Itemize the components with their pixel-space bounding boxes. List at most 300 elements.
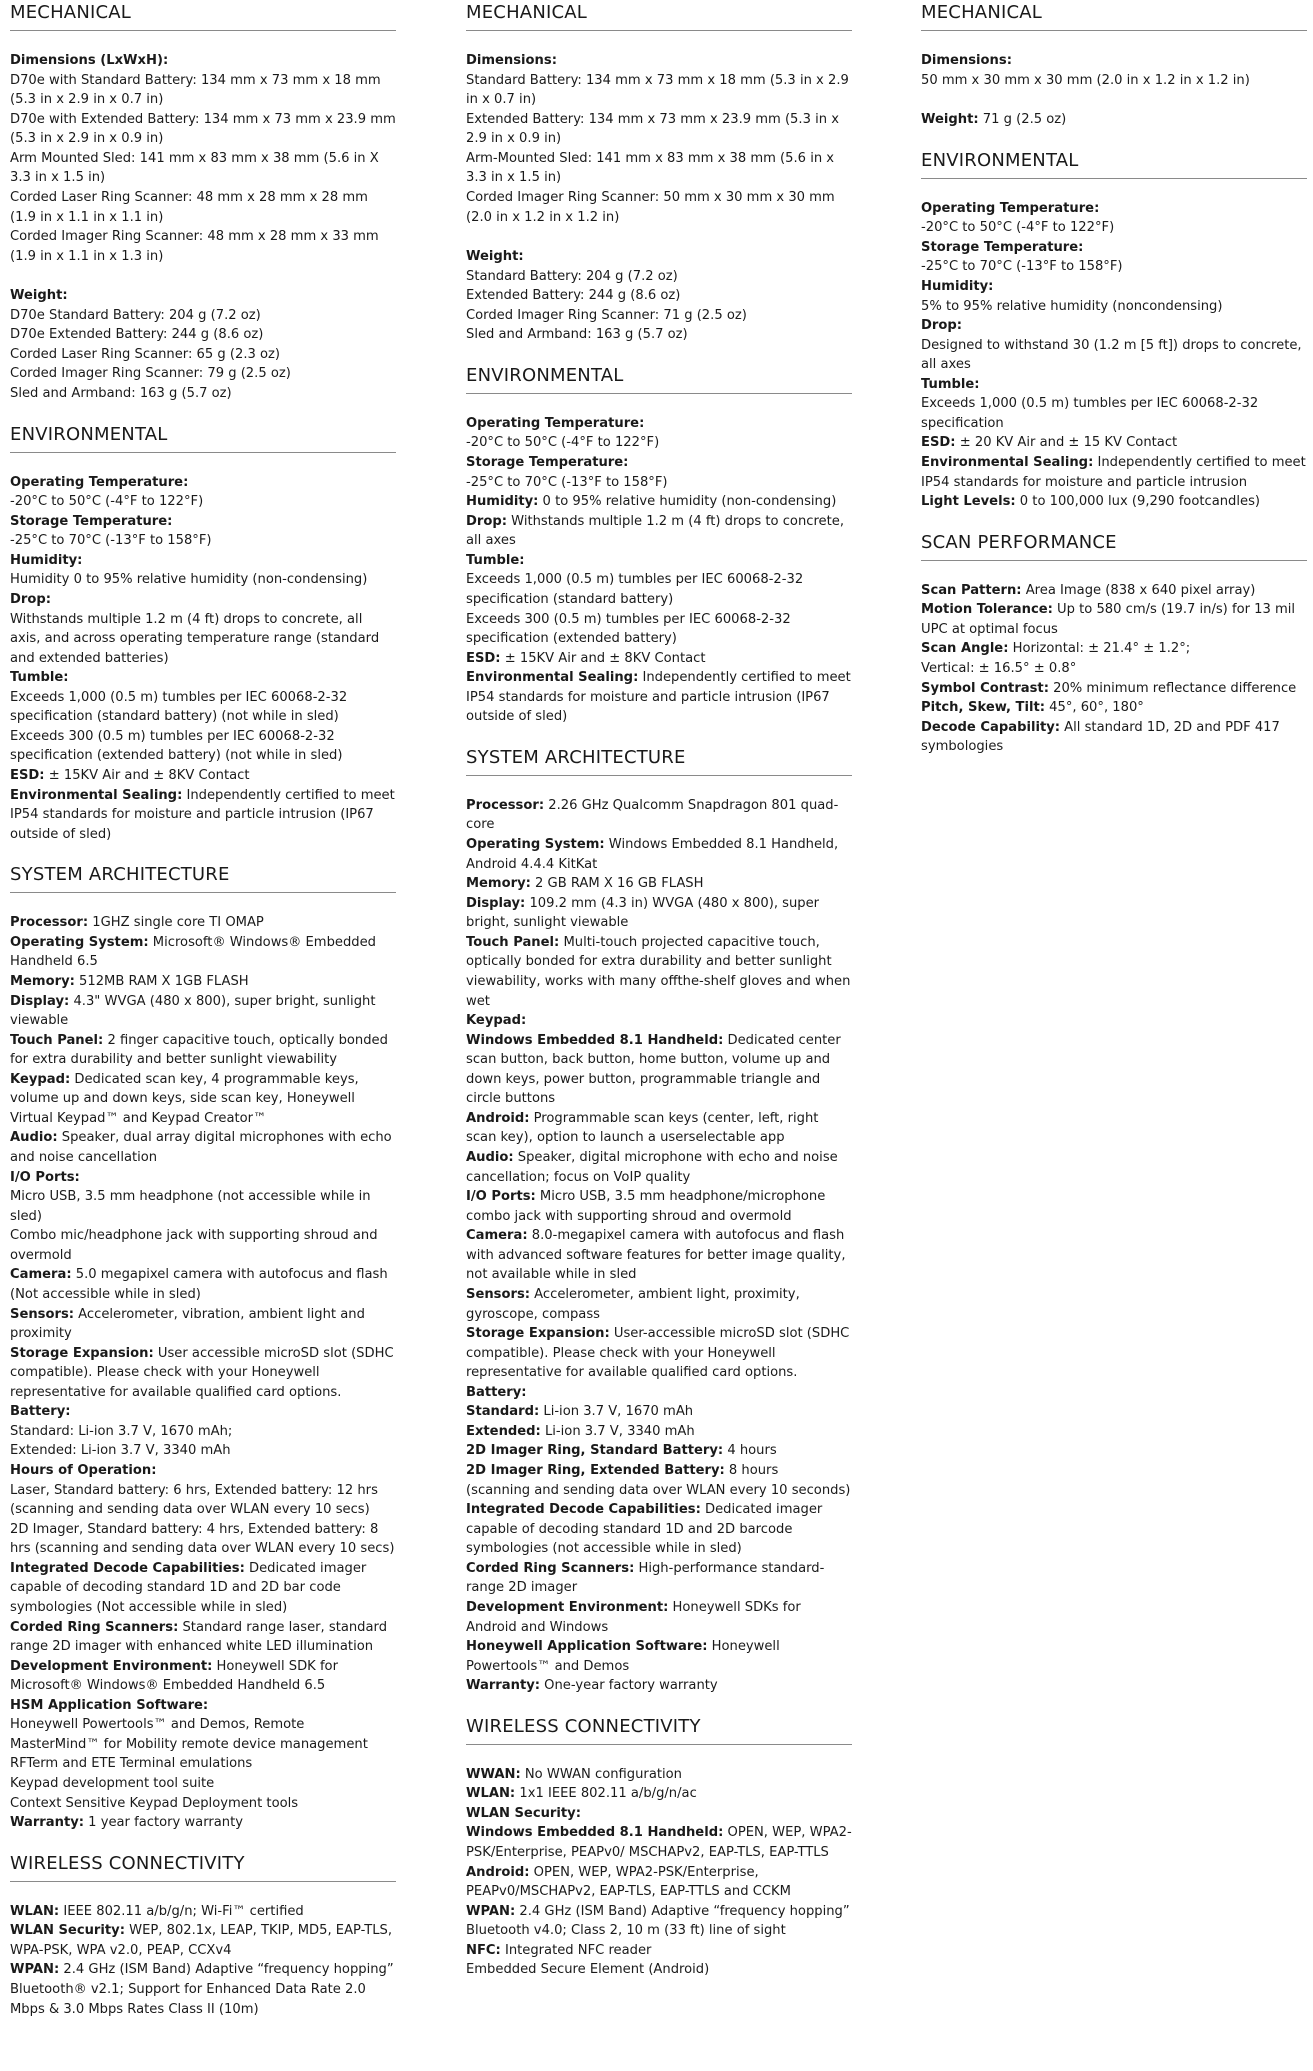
spec-value: Accelerometer, vibration, ambient light and proximity <box>10 1306 365 1342</box>
spec-value: Context Sensitive Keypad Deployment tools <box>10 1795 299 1811</box>
spec-entry <box>10 551 396 571</box>
spec-entry <box>466 306 852 326</box>
section-title: ENVIRONMENTAL <box>10 422 396 453</box>
spec-value: Corded Imager Ring Scanner: 79 g (2.5 oz) <box>10 366 291 382</box>
spec-entry <box>466 1804 852 1824</box>
spec-value: 4 hours <box>723 1443 777 1459</box>
spec-entry <box>10 1305 396 1344</box>
spec-label: HSM Application Software: <box>10 1697 209 1713</box>
spec-entry <box>466 1441 852 1461</box>
spec-entry <box>466 1187 852 1226</box>
spec-value: 8 hours <box>724 1463 779 1478</box>
spec-label: Humidity: <box>466 494 539 510</box>
spec-label: Corded Ring Scanners: <box>10 1619 179 1635</box>
spec-entry <box>10 1754 396 1774</box>
spec-entry <box>10 1226 396 1265</box>
section-title: MECHANICAL <box>466 0 852 31</box>
spec-label: Windows Embedded 8.1 Handheld: <box>466 1032 724 1048</box>
spec-label: Camera: <box>466 1228 528 1244</box>
spec-value: 50 mm x 30 mm x 30 mm (2.0 in x 1.2 in x 1.2 in) <box>921 72 1250 88</box>
spec-entry <box>466 1784 852 1804</box>
spec-entry <box>466 1637 852 1676</box>
spec-value: Corded Laser Ring Scanner: 65 g (2.3 oz) <box>10 346 281 362</box>
spec-value: D70e with Standard Battery: 134 mm x 73 mm x 18 mm (5.3 in x 2.9 in x 0.7 in) <box>10 72 381 108</box>
spec-entries <box>466 796 852 1696</box>
spec-label: Tumble: <box>10 670 69 686</box>
section-system-architecture <box>10 862 396 1850</box>
spec-value: Honeywell SDK for Microsoft® Windows® Embedded Handheld 6.5 <box>10 1658 338 1694</box>
spec-label: Sensors: <box>10 1306 74 1322</box>
spec-entry <box>10 1520 396 1559</box>
spec-entry <box>466 1109 852 1148</box>
spec-column-3 <box>921 0 1307 775</box>
spec-label: Storage Temperature: <box>10 513 173 529</box>
spec-value: Programmable scan keys (center, left, right scan key), option to launch a userselectable app <box>466 1110 819 1146</box>
spec-value: Standard range laser, standard range 2D imager with enhanced white LED illumination <box>10 1619 388 1655</box>
spec-value: Vertical: ± 16.5° ± 0.8° <box>921 660 1077 676</box>
spec-entry <box>466 71 852 110</box>
spec-entry <box>466 835 852 874</box>
spec-entry <box>10 325 396 345</box>
spec-entry <box>921 698 1307 718</box>
spec-entry <box>921 679 1307 699</box>
spec-value: D70e Extended Battery: 244 g (8.6 oz) <box>10 327 264 343</box>
spec-entry <box>466 267 852 287</box>
spec-entry <box>921 51 1307 71</box>
spec-entry <box>10 590 396 610</box>
spec-value: -20°C to 50°C (-4°F to 122°F) <box>10 494 204 510</box>
spec-value: 71 g (2.5 oz) <box>978 112 1067 128</box>
spec-label: Scan Pattern: <box>921 582 1022 598</box>
spec-value: High-performance standard-range 2D imager <box>466 1560 825 1596</box>
spec-entry <box>921 718 1307 757</box>
spec-entry <box>10 610 396 669</box>
spec-entry <box>921 453 1307 492</box>
spec-label: Standard: <box>466 1404 540 1420</box>
spec-entry <box>466 473 852 493</box>
spec-entries <box>921 581 1307 757</box>
spec-value: 2D Imager, Standard battery: 4 hrs, Extended battery: 8 hrs (scanning and sending data over WLAN every 10 secs) <box>10 1521 395 1557</box>
spec-label: Drop: <box>466 513 507 529</box>
spec-value: Standard Battery: 134 mm x 73 mm x 18 mm (5.3 in x 2.9 in x 0.7 in) <box>466 72 849 108</box>
spec-label: Hours of Operation: <box>10 1463 157 1478</box>
spec-value: IEEE 802.11 a/b/g/n; Wi-Fi™ certified <box>59 1903 304 1919</box>
spec-value: 1GHZ single core TI OMAP <box>88 915 264 931</box>
spec-entry <box>466 1863 852 1902</box>
spec-value: -20°C to 50°C (-4°F to 122°F) <box>921 220 1115 236</box>
spec-label: NFC: <box>466 1942 501 1958</box>
spec-label: WLAN Security: <box>10 1923 125 1939</box>
spec-entry <box>466 1941 852 1961</box>
spec-column-1 <box>10 0 396 2037</box>
spec-value: Arm Mounted Sled: 141 mm x 83 mm x 38 mm (5.6 in X 3.3 in x 1.5 in) <box>10 150 379 186</box>
spec-entry <box>10 913 396 933</box>
spec-value: Withstands multiple 1.2 m (4 ft) drops to concrete, all axis, and across operating temperature range (standard and extended batteries) <box>10 611 380 666</box>
spec-entry <box>466 1481 852 1501</box>
spec-value: Independently certified to meet IP54 standards for moisture and particle intrusion (IP67 outside of sled) <box>466 670 851 725</box>
spec-entry <box>921 218 1307 238</box>
spec-value: Extended: Li-ion 3.7 V, 3340 mAh <box>10 1443 231 1459</box>
spec-value: Extended Battery: 134 mm x 73 mm x 23.9 mm (5.3 in x 2.9 in x 0.9 in) <box>466 111 839 147</box>
spec-entry <box>466 1148 852 1187</box>
section-wireless-connectivity <box>10 1851 396 2037</box>
spec-entry <box>10 1481 396 1520</box>
spec-label: 2D Imager Ring, Standard Battery: <box>466 1443 724 1459</box>
spec-value: Exceeds 1,000 (0.5 m) tumbles per IEC 60068-2-32 specification <box>921 396 1259 431</box>
spec-entry <box>10 384 396 404</box>
spec-value: OPEN, WEP, WPA2-PSK/Enterprise, PEAPv0/MSCHAPv2, EAP-TLS, EAP-TTLS and CCKM <box>466 1864 791 1900</box>
section-title: SYSTEM ARCHITECTURE <box>466 745 852 776</box>
spec-value: 2 GB RAM X 16 GB FLASH <box>530 876 704 892</box>
spec-value: Corded Imager Ring Scanner: 48 mm x 28 mm x 33 mm (1.9 in x 1.1 in x 1.3 in) <box>10 229 379 264</box>
spec-label: Operating Temperature: <box>466 415 645 431</box>
spec-entries <box>10 473 396 845</box>
spec-label: Operating System: <box>10 934 149 950</box>
spec-value: Dedicated imager capable of decoding standard 1D and 2D barcode symbologies (not accessible while in sled) <box>466 1502 823 1557</box>
spec-value: 2.4 GHz (ISM Band) Adaptive “frequency hopping” Bluetooth v4.0; Class 2, 10 m (33 ft) line of sight <box>466 1903 850 1939</box>
spec-value: 1 year factory warranty <box>84 1815 243 1831</box>
spec-entry <box>10 570 396 590</box>
spec-label: ESD: <box>10 768 45 783</box>
spec-entry <box>10 786 396 845</box>
spec-value: D70e with Extended Battery: 134 mm x 73 mm x 23.9 mm (5.3 in x 2.9 in x 0.9 in) <box>10 111 396 147</box>
spec-label: Scan Angle: <box>921 641 1009 657</box>
spec-column-2 <box>466 0 852 1998</box>
spec-entry <box>10 933 396 972</box>
spec-value: Li-ion 3.7 V, 1670 mAh <box>539 1404 694 1420</box>
spec-entries <box>466 51 852 345</box>
spec-entry <box>466 1823 852 1862</box>
spec-label: Battery: <box>466 1384 527 1400</box>
spec-entry <box>10 1265 396 1304</box>
spec-value: WEP, 802.1x, LEAP, TKIP, MD5, EAP-TLS, WPA-PSK, WPA v2.0, PEAP, CCXv4 <box>10 1923 393 1958</box>
spec-entry <box>466 894 852 933</box>
spec-value: 4.3" WVGA (480 x 800), super bright, sunlight viewable <box>10 993 376 1029</box>
spec-value: 2.4 GHz (ISM Band) Adaptive “frequency hopping” Bluetooth® v2.1; Support for Enhanced Data Rate 2.0 Mbps & 3.0 Mbps Rates Class II (10m) <box>10 1962 394 2017</box>
section-system-architecture <box>466 745 852 1714</box>
section-title: SCAN PERFORMANCE <box>921 530 1307 561</box>
spec-entry <box>10 1813 396 1833</box>
spec-entry <box>466 570 852 609</box>
spec-entry <box>466 1031 852 1109</box>
spec-entry <box>10 51 396 71</box>
spec-entry <box>466 286 852 306</box>
spec-label: Honeywell Application Software: <box>466 1639 708 1655</box>
spec-label: Humidity: <box>10 552 83 568</box>
spec-entry <box>466 492 852 512</box>
spec-entry <box>10 364 396 384</box>
spec-entry <box>10 1774 396 1794</box>
spec-value: Windows Embedded 8.1 Handheld, Android 4.4.4 KitKat <box>466 837 839 872</box>
spec-entry <box>466 512 852 551</box>
spec-entry <box>10 1921 396 1960</box>
spec-label: Display: <box>10 993 70 1009</box>
spec-entries <box>10 913 396 1832</box>
spec-label: Environmental Sealing: <box>10 787 183 803</box>
spec-label: Environmental Sealing: <box>921 455 1094 470</box>
spec-label: Audio: <box>466 1150 514 1165</box>
spec-entry <box>10 668 396 688</box>
section-mechanical <box>921 0 1307 148</box>
spec-entry <box>10 149 396 188</box>
spec-label: Humidity: <box>921 278 994 294</box>
spec-label: Warranty: <box>10 1815 85 1831</box>
spec-value: Independently certified to meet IP54 standards for moisture and particle intrusion <box>921 455 1306 490</box>
spec-value: Dedicated scan key, 4 programmable keys, volume up and down keys, side scan key, Honeywell Virtual Keypad™ and Keypad Creator™ <box>10 1071 359 1126</box>
spec-label: WLAN: <box>10 1903 60 1919</box>
spec-value: Corded Imager Ring Scanner: 71 g (2.5 oz) <box>466 307 747 323</box>
spec-value: Dedicated imager capable of decoding standard 1D and 2D bar code symbologies (Not accessible while in sled) <box>10 1560 367 1615</box>
spec-entry <box>466 414 852 434</box>
spec-value: OPEN, WEP, WPA2-PSK/Enterprise, PEAPv0/ MSCHAPv2, EAP-TLS, EAP-TTLS <box>466 1825 852 1860</box>
spec-value: Accelerometer, ambient light, proximity, gyroscope, compass <box>466 1286 800 1322</box>
spec-entry <box>921 277 1307 297</box>
spec-label: Android: <box>466 1110 530 1126</box>
spec-label: Tumble: <box>466 552 525 568</box>
section-scan-performance <box>921 530 1307 775</box>
spec-value: D70e Standard Battery: 204 g (7.2 oz) <box>10 307 261 323</box>
spec-entry <box>466 1422 852 1442</box>
spec-entry <box>10 1559 396 1618</box>
spacer <box>10 266 396 286</box>
spec-label: Tumble: <box>921 376 980 392</box>
spec-entry <box>10 992 396 1031</box>
spec-entry <box>466 51 852 71</box>
spec-value: ± 20 KV Air and ± 15 KV Contact <box>955 435 1178 451</box>
spec-value: Withstands multiple 1.2 m (4 ft) drops to concrete, all axes <box>466 513 844 549</box>
spec-entry <box>10 531 396 551</box>
spec-entry <box>466 1676 852 1696</box>
spec-entry <box>921 71 1307 91</box>
spec-label: Memory: <box>466 876 531 892</box>
spec-entry <box>10 1794 396 1814</box>
section-environmental <box>466 363 852 745</box>
spec-value: -25°C to 70°C (-13°F to 158°F) <box>466 474 668 490</box>
spec-value: Arm-Mounted Sled: 141 mm x 83 mm x 38 mm (5.6 in x 3.3 in x 1.5 in) <box>466 150 835 186</box>
section-title: WIRELESS CONNECTIVITY <box>10 1851 396 1882</box>
spec-value: Multi-touch projected capacitive touch, optically bonded for extra durability and better sunlight viewability, works with many offthe-shelf gloves and when wet <box>466 934 851 1009</box>
spec-entry <box>10 1441 396 1461</box>
spacer <box>921 90 1307 110</box>
spec-label: Symbol Contrast: <box>921 680 1049 696</box>
section-wireless-connectivity <box>466 1714 852 1998</box>
spec-value: (scanning and sending data over WLAN every 10 seconds) <box>466 1482 851 1498</box>
spec-label: WLAN Security: <box>466 1805 581 1821</box>
spec-value: One-year factory warranty <box>540 1678 718 1694</box>
spec-entry <box>466 110 852 149</box>
spec-label: Memory: <box>10 973 75 989</box>
section-title: MECHANICAL <box>10 0 396 31</box>
spec-label: Processor: <box>466 797 545 813</box>
spec-entry <box>466 1598 852 1637</box>
spec-value: 8.0-megapixel camera with autofocus and flash with advanced software features for better image quality, not available while in sled <box>466 1228 846 1283</box>
spec-value: Exceeds 300 (0.5 m) tumbles per IEC 60068-2-32 specification (extended battery) <box>466 611 791 647</box>
section-mechanical <box>10 0 396 422</box>
section-environmental <box>10 422 396 863</box>
spec-entry <box>466 1902 852 1941</box>
spec-entry <box>466 796 852 835</box>
spec-entry <box>10 1422 396 1442</box>
spec-label: Operating System: <box>466 837 605 852</box>
spec-label: ESD: <box>466 650 501 666</box>
spec-value: Keypad development tool suite <box>10 1776 215 1791</box>
spec-entry <box>921 394 1307 433</box>
spec-entry <box>466 1226 852 1285</box>
spec-label: Storage Temperature: <box>466 455 629 470</box>
spec-label: Display: <box>466 895 526 911</box>
spec-value: Up to 580 cm/s (19.7 in/s) for 13 mil UPC at optimal focus <box>921 602 1296 637</box>
spec-label: WPAN: <box>10 1962 60 1978</box>
spec-entry <box>10 1461 396 1481</box>
spec-entries <box>10 1902 396 2019</box>
spec-entry <box>10 1402 396 1422</box>
spec-value: User accessible microSD slot (SDHC compatible). Please check with your Honeywell representative for available qualified card options. <box>10 1345 394 1400</box>
spec-entry <box>921 433 1307 453</box>
spec-entry <box>921 639 1307 659</box>
spec-entry <box>466 1765 852 1785</box>
spec-value: Dedicated center scan button, back button, home button, volume up and down keys, power button, programmable triangle and circle buttons <box>466 1032 841 1107</box>
spec-label: WLAN: <box>466 1786 516 1802</box>
spec-entry <box>921 238 1307 258</box>
spec-entry <box>466 1324 852 1383</box>
spec-entry <box>921 375 1307 395</box>
section-title: MECHANICAL <box>921 0 1307 31</box>
spec-label: Weight: <box>921 112 979 128</box>
spec-entry <box>466 1011 852 1031</box>
spec-value: 5.0 megapixel camera with autofocus and flash (Not accessible while in sled) <box>10 1267 388 1302</box>
spec-entry <box>466 649 852 669</box>
spec-entry <box>10 1960 396 2019</box>
spec-value: Microsoft® Windows® Embedded Handheld 6.5 <box>10 934 376 970</box>
spec-entry <box>466 874 852 894</box>
spec-label: Operating Temperature: <box>921 200 1100 216</box>
spec-entry <box>466 247 852 267</box>
spec-value: 109.2 mm (4.3 in) WVGA (480 x 800), super bright, sunlight viewable <box>466 895 820 931</box>
spec-label: ESD: <box>921 435 956 451</box>
spec-label: Dimensions (LxWxH): <box>10 53 169 68</box>
spec-value: Exceeds 1,000 (0.5 m) tumbles per IEC 60068-2-32 specification (standard battery) <box>466 572 804 607</box>
spec-value: 0 to 100,000 lux (9,290 footcandles) <box>1015 494 1261 510</box>
spec-value: Honeywell SDKs for Android and Windows <box>466 1599 801 1635</box>
spec-value: 1x1 IEEE 802.11 a/b/g/n/ac <box>515 1786 697 1802</box>
spec-label: Integrated Decode Capabilities: <box>466 1502 701 1518</box>
spec-label: I/O Ports: <box>466 1189 536 1205</box>
spec-label: Sensors: <box>466 1286 530 1302</box>
spec-label: Storage Expansion: <box>466 1326 610 1342</box>
spec-value: Corded Laser Ring Scanner: 48 mm x 28 mm x 28 mm (1.9 in x 1.1 in x 1.1 in) <box>10 189 368 225</box>
spec-entry <box>921 297 1307 317</box>
spec-value: -25°C to 70°C (-13°F to 158°F) <box>10 533 212 549</box>
spec-value: All standard 1D, 2D and PDF 417 symbologies <box>921 719 1280 755</box>
spec-label: Drop: <box>10 591 51 607</box>
spec-entry <box>466 1402 852 1422</box>
spec-entry <box>466 149 852 188</box>
spec-entry <box>10 1696 396 1716</box>
spec-value: Micro USB, 3.5 mm headphone/microphone combo jack with supporting shroud and overmold <box>466 1189 826 1224</box>
spec-value: Standard Battery: 204 g (7.2 oz) <box>466 268 678 284</box>
spec-value: Laser, Standard battery: 6 hrs, Extended battery: 12 hrs (scanning and sending data over WLAN every 10 secs) <box>10 1482 378 1518</box>
spec-entry <box>466 1285 852 1324</box>
spec-value: Embedded Secure Element (Android) <box>466 1962 710 1978</box>
spec-value: Exceeds 300 (0.5 m) tumbles per IEC 60068-2-32 specification (extended battery) (not while in sled) <box>10 728 343 764</box>
spec-value: ± 15KV Air and ± 8KV Contact <box>44 768 250 783</box>
spec-entry <box>10 972 396 992</box>
spec-value: Humidity 0 to 95% relative humidity (non-condensing) <box>10 572 368 588</box>
section-environmental <box>921 148 1307 530</box>
spec-label: Warranty: <box>466 1678 541 1694</box>
spec-label: Corded Ring Scanners: <box>466 1560 635 1576</box>
spec-entry <box>921 316 1307 336</box>
spec-entry <box>466 433 852 453</box>
spec-label: Camera: <box>10 1267 72 1283</box>
spec-entry <box>10 188 396 227</box>
spec-entry <box>10 306 396 326</box>
spec-value: Sled and Armband: 163 g (5.7 oz) <box>10 386 232 401</box>
spec-entry <box>921 581 1307 601</box>
spec-entry <box>466 188 852 227</box>
spec-label: Weight: <box>466 249 524 265</box>
spec-entry <box>10 473 396 493</box>
spec-label: Dimensions: <box>921 53 1012 68</box>
spec-label: 2D Imager Ring, Extended Battery: <box>466 1463 725 1478</box>
section-title: WIRELESS CONNECTIVITY <box>466 1714 852 1745</box>
section-title: SYSTEM ARCHITECTURE <box>10 862 396 893</box>
spec-value: Sled and Armband: 163 g (5.7 oz) <box>466 327 688 343</box>
spec-label: Drop: <box>921 318 962 334</box>
spec-label: Decode Capability: <box>921 719 1061 735</box>
spec-entry <box>10 1902 396 1922</box>
spec-entries <box>921 51 1307 130</box>
spec-value: User-accessible microSD slot (SDHC compatible). Please check with your Honeywell representative for available qualified card options. <box>466 1326 850 1381</box>
spec-entry <box>921 257 1307 277</box>
spec-entry <box>10 71 396 110</box>
spec-label: Windows Embedded 8.1 Handheld: <box>466 1825 724 1841</box>
spec-entry <box>921 492 1307 512</box>
spec-value: Area Image (838 x 640 pixel array) <box>1021 582 1256 598</box>
spec-entry <box>10 1070 396 1129</box>
spec-entry <box>10 110 396 149</box>
spec-entry <box>10 766 396 786</box>
spec-entries <box>466 1765 852 1980</box>
spec-value: 0 to 95% relative humidity (non-condensing) <box>538 494 837 510</box>
spec-value: 5% to 95% relative humidity (noncondensing) <box>921 298 1223 314</box>
spec-entry <box>466 1383 852 1403</box>
spec-entry <box>10 1344 396 1403</box>
spec-entry <box>921 659 1307 679</box>
spec-value: Speaker, digital microphone with echo and noise cancellation; focus on VoIP quality <box>466 1150 838 1185</box>
spec-value: Designed to withstand 30 (1.2 m [5 ft]) drops to concrete, all axes <box>921 337 1302 373</box>
spec-value: RFTerm and ETE Terminal emulations <box>10 1756 253 1772</box>
spec-entry <box>466 453 852 473</box>
spec-label: Touch Panel: <box>10 1032 104 1048</box>
spec-label: WPAN: <box>466 1903 516 1919</box>
spec-entry <box>10 1187 396 1226</box>
spec-entry <box>10 1715 396 1754</box>
spec-entry <box>10 1618 396 1657</box>
section-mechanical <box>466 0 852 363</box>
spec-label: Development Environment: <box>466 1599 669 1615</box>
spec-value: ± 15KV Air and ± 8KV Contact <box>500 650 706 666</box>
spec-value: Micro USB, 3.5 mm headphone (not accessible while in sled) <box>10 1189 371 1224</box>
spec-entry <box>466 325 852 345</box>
spec-label: Operating Temperature: <box>10 474 189 490</box>
spec-entry <box>466 610 852 649</box>
spec-entry <box>921 199 1307 219</box>
spec-value: 512MB RAM X 1GB FLASH <box>74 973 249 989</box>
spec-value: Li-ion 3.7 V, 3340 mAh <box>540 1423 695 1439</box>
spec-label: Development Environment: <box>10 1658 213 1674</box>
spec-value: -20°C to 50°C (-4°F to 122°F) <box>466 435 660 451</box>
